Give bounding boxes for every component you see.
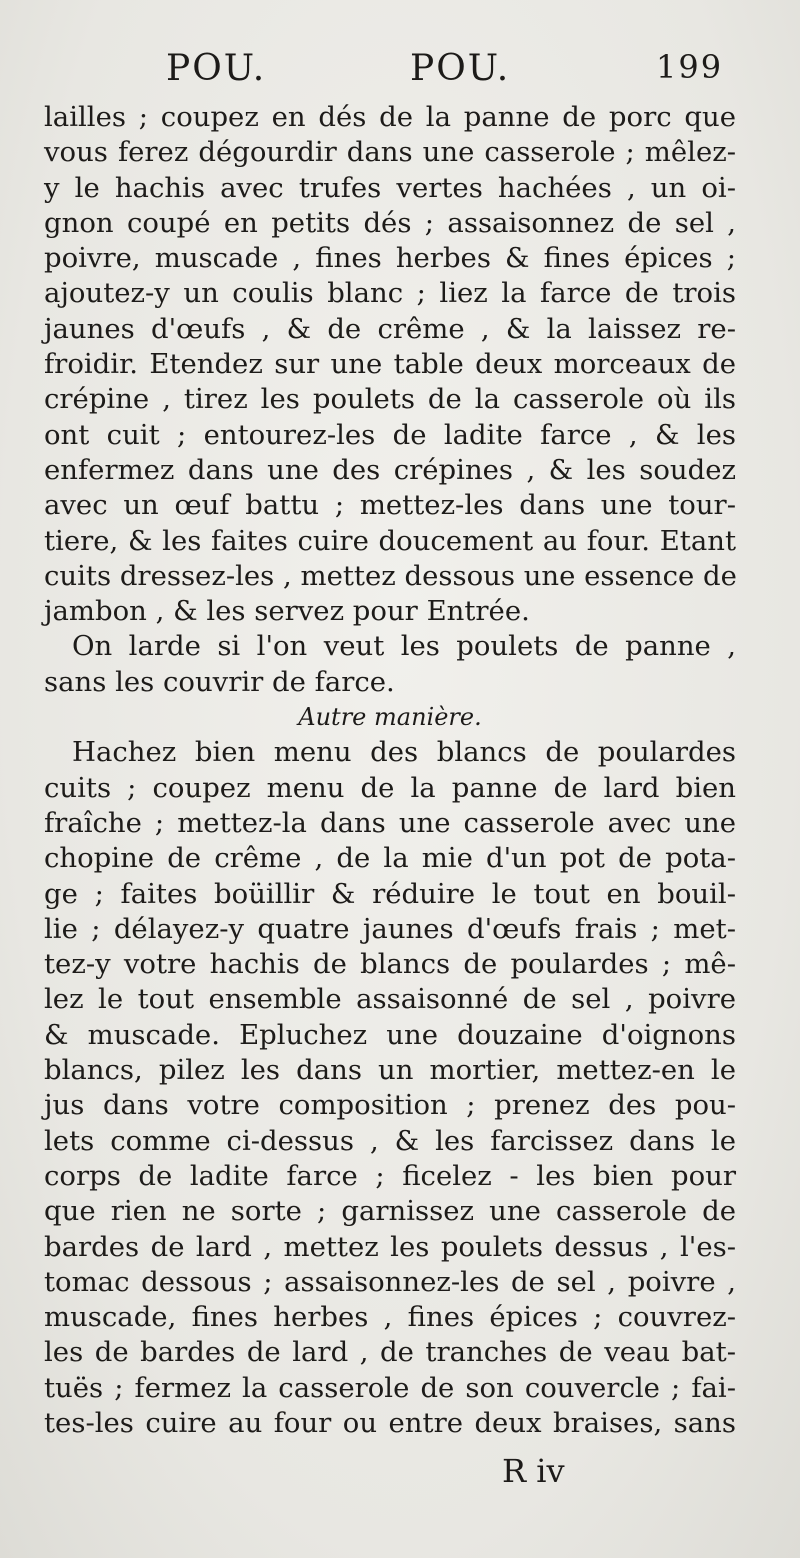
text-line: lailles ; coupez en dés de la panne de porc que [44, 101, 736, 133]
text-line: lie ; délayez-y quatre jaunes d'œufs frais ; met- [44, 912, 736, 945]
text-line: froidir. Etendez sur une table deux morceaux de [44, 348, 736, 381]
text-line: enfermez dans une des crépines , & les soudez [44, 453, 736, 486]
text-line: tomac dessous ; assaisonnez-les de sel , poivre , [44, 1265, 736, 1298]
text-line: les de bardes de lard , de tranches de veau bat- [44, 1336, 736, 1369]
section-heading: Autre manière. [298, 703, 482, 732]
paragraph-2 [44, 629, 736, 700]
text-line: ajoutez-y un coulis blanc ; liez la farce de trois [44, 277, 736, 310]
text-line: blancs, pilez les dans un mortier, mettez-en le [44, 1054, 736, 1087]
text-line: On larde si l'on veut les poulets de panne , [72, 630, 736, 663]
text-line: cuits dressez-les , mettez dessous une essence de [44, 559, 737, 592]
text-line: jambon , & les servez pour Entrée. [44, 595, 530, 628]
text-line: tez-y votre hachis de blancs de poulardes ; mê- [44, 948, 736, 981]
text-line: Hachez bien menu des blancs de poulardes [72, 736, 736, 769]
text-line: chopine de crême , de la mie d'un pot de pota- [44, 842, 736, 875]
paragraph-1 [44, 100, 736, 629]
text-line: sans les couvrir de farce. [44, 665, 395, 698]
text-line: y le hachis avec trufes vertes hachées , un oi- [44, 171, 736, 204]
text-line: lez le tout ensemble assaisonné de sel , poivre [44, 983, 736, 1016]
running-head-right: POU. [410, 48, 511, 89]
text-line: cuits ; coupez menu de la panne de lard bien [44, 771, 736, 804]
text-line: bardes de lard , mettez les poulets dessus , l'es- [44, 1230, 736, 1263]
signature-mark: R iv [502, 1452, 565, 1490]
text-line: corps de ladite farce ; ficelez - les bien pour [44, 1159, 736, 1192]
text-line: lets comme ci-dessus , & les farcissez dans le [44, 1124, 736, 1157]
text-line: crépine , tirez les poulets de la casserole où ils [44, 383, 736, 416]
running-head [0, 48, 800, 98]
text-line: jus dans votre composition ; prenez des pou- [44, 1089, 736, 1122]
text-line: ont cuit ; entourez-les de ladite farce , & les [44, 418, 736, 451]
text-line: gnon coupé en petits dés ; assaisonnez de sel , [44, 206, 736, 239]
text-line: tes-les cuire au four ou entre deux braises, sans [44, 1406, 736, 1439]
paragraph-3 [44, 735, 736, 1441]
text-line: tuës ; fermez la casserole de son couvercle ; fai- [44, 1371, 736, 1404]
text-line: tiere, & les faites cuire doucement au four. Etant [44, 524, 736, 557]
running-head-left: POU. [166, 48, 267, 89]
text-line: & muscade. Epluchez une douzaine d'oignons [44, 1018, 736, 1051]
text-line: fraîche ; mettez-la dans une casserole avec une [44, 806, 736, 839]
text-line: vous ferez dégourdir dans une casserole ; mêlez- [44, 136, 736, 169]
text-line: ge ; faites boüillir & réduire le tout en bouil- [44, 877, 736, 910]
text-line: que rien ne sorte ; garnissez une casserole de [44, 1195, 736, 1228]
text-line: muscade, fines herbes , fines épices ; couvrez- [44, 1301, 736, 1334]
page-number: 199 [656, 48, 724, 86]
text-line: avec un œuf battu ; mettez-les dans une tour- [44, 489, 736, 522]
text-line: poivre, muscade , fines herbes & fines épices ; [44, 242, 736, 275]
text-line: jaunes d'œufs , & de crême , & la laissez re- [44, 312, 736, 345]
body-text [44, 100, 736, 1441]
